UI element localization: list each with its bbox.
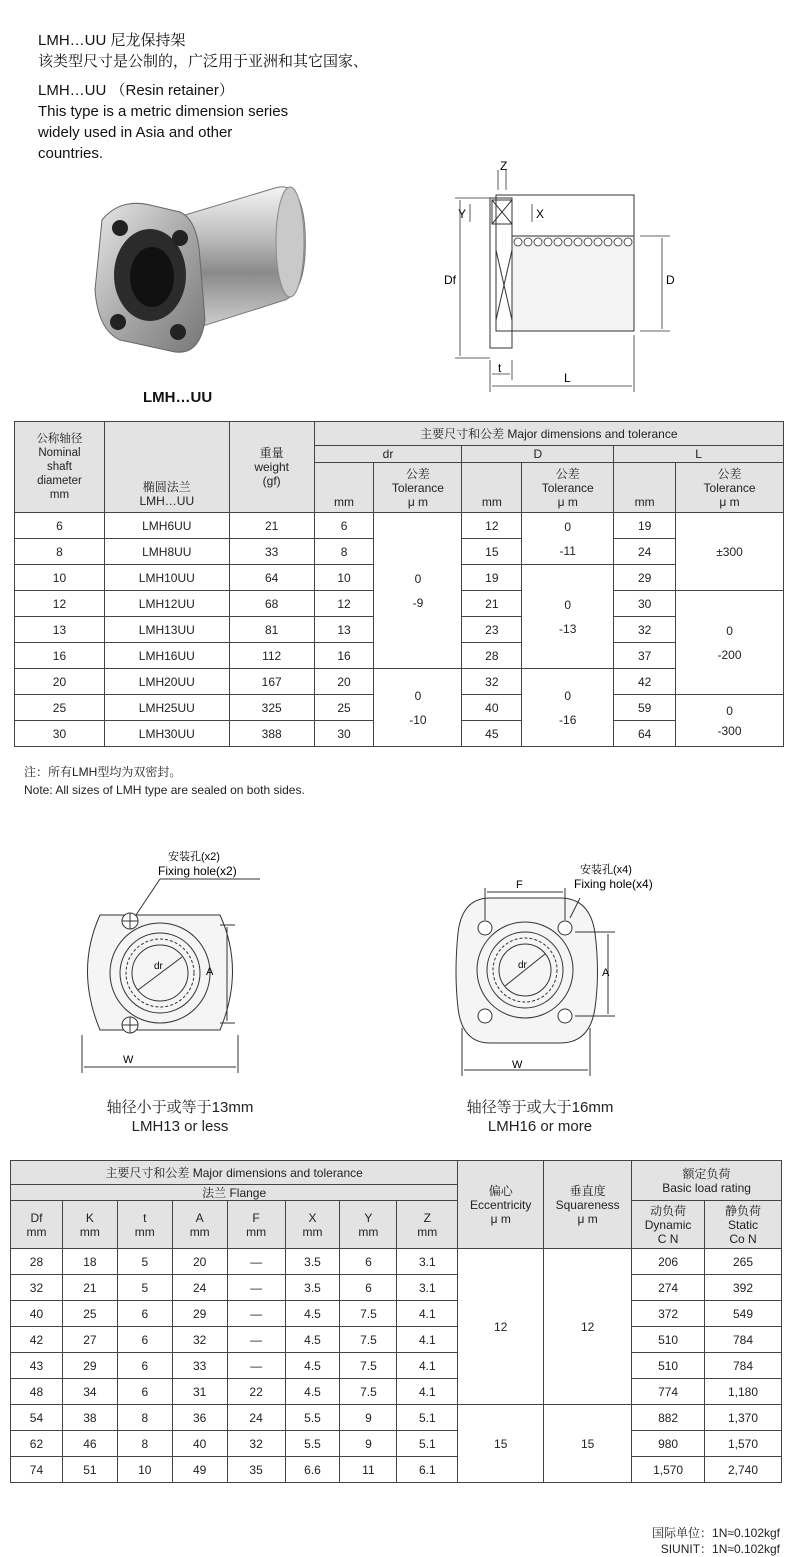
table-cell: 0 -300 xyxy=(676,695,784,747)
table-cell: 21 xyxy=(229,513,314,539)
table2-body xyxy=(11,1249,782,1483)
table-cell: 1,180 xyxy=(705,1379,782,1405)
table-cell: 16 xyxy=(15,643,105,669)
intro-text xyxy=(38,30,368,164)
table-cell: 206 xyxy=(632,1249,705,1275)
table-cell: 0 -16 xyxy=(522,669,614,747)
table-cell: 68 xyxy=(229,591,314,617)
col-z: Z mm xyxy=(397,1201,458,1249)
table-cell: 4.5 xyxy=(285,1353,340,1379)
table-cell: 33 xyxy=(172,1353,227,1379)
table-cell: 64 xyxy=(229,565,314,591)
table-cell: 774 xyxy=(632,1379,705,1405)
note-en: Note: All sizes of LMH type are sealed on both sides. xyxy=(24,783,305,797)
section-drawing xyxy=(440,160,680,400)
table-cell: LMH12UU xyxy=(104,591,229,617)
table-cell: 3.5 xyxy=(285,1249,340,1275)
table-row xyxy=(11,1405,782,1431)
table-cell: ±300 xyxy=(676,513,784,591)
table-cell: LMH30UU xyxy=(104,721,229,747)
table-cell: 46 xyxy=(62,1431,117,1457)
table-cell: 5.1 xyxy=(397,1405,458,1431)
table-cell: 784 xyxy=(705,1353,782,1379)
table-cell: 12 xyxy=(462,513,522,539)
table-cell: 5.5 xyxy=(285,1431,340,1457)
units-en: SIUNIT：1N≈0.102kgf xyxy=(660,1542,780,1556)
col-x: X mm xyxy=(285,1201,340,1249)
label-w: W xyxy=(123,1054,134,1066)
table-cell: 25 xyxy=(15,695,105,721)
table-cell: 0 -10 xyxy=(374,669,462,747)
table-cell: 13 xyxy=(15,617,105,643)
table-cell: 12 xyxy=(314,591,374,617)
table-cell: 7.5 xyxy=(340,1327,397,1353)
table-cell: 30 xyxy=(314,721,374,747)
table-cell: 4.1 xyxy=(397,1327,458,1353)
table-row xyxy=(11,1353,782,1379)
table-cell: 10 xyxy=(15,565,105,591)
table-cell: 8 xyxy=(117,1405,172,1431)
right-figure-caption: 轴径等于或大于16mm LMH16 or more xyxy=(466,1099,614,1135)
product-photo xyxy=(80,180,310,380)
table-cell: 7.5 xyxy=(340,1301,397,1327)
table-cell: 27 xyxy=(62,1327,117,1353)
label-df: Df xyxy=(444,273,456,287)
table-cell: LMH8UU xyxy=(104,539,229,565)
table-cell: 30 xyxy=(15,721,105,747)
label-y: Y xyxy=(458,207,467,221)
intro-cn-desc: 该类型尺寸是公制的，广泛用于亚洲和其它国家、 xyxy=(38,53,369,70)
table-cell: 1,370 xyxy=(705,1405,782,1431)
label-d: D xyxy=(666,273,675,287)
label-dr: dr xyxy=(518,960,527,971)
col-df: Df mm xyxy=(11,1201,63,1249)
table-cell: 4.5 xyxy=(285,1327,340,1353)
table-cell: 372 xyxy=(632,1301,705,1327)
table-cell: 48 xyxy=(11,1379,63,1405)
intro-cn-title: LMH…UU 尼龙保持架 xyxy=(38,32,186,49)
table-cell: 20 xyxy=(172,1249,227,1275)
dimension-table-2 xyxy=(10,1160,782,1483)
table-row xyxy=(11,1327,782,1353)
col-k: K mm xyxy=(62,1201,117,1249)
table-cell: 74 xyxy=(11,1457,63,1483)
col-f: F mm xyxy=(227,1201,285,1249)
table-cell: 11 xyxy=(340,1457,397,1483)
table-cell: 5 xyxy=(117,1275,172,1301)
label-t: t xyxy=(498,361,502,375)
table-cell: 15 xyxy=(462,539,522,565)
table-cell: 29 xyxy=(62,1353,117,1379)
table-cell: 32 xyxy=(227,1431,285,1457)
photo-caption: LMH…UU xyxy=(143,389,213,406)
label-w: W xyxy=(512,1059,523,1071)
table-cell: 24 xyxy=(172,1275,227,1301)
major-dimensions-header: 主要尺寸和公差 Major dimensions and tolerance xyxy=(11,1161,458,1185)
table-row xyxy=(15,513,784,539)
table-cell: 510 xyxy=(632,1327,705,1353)
table-cell: 公差 Tolerance μ m xyxy=(374,463,462,513)
table-cell: LMH6UU xyxy=(104,513,229,539)
intro-en-title: LMH…UU （Resin retainer） xyxy=(38,82,234,99)
label-f: F xyxy=(516,879,523,891)
table-cell: 40 xyxy=(462,695,522,721)
table-row xyxy=(11,1275,782,1301)
table-cell: 4.1 xyxy=(397,1301,458,1327)
table-cell: 31 xyxy=(172,1379,227,1405)
table-cell: 36 xyxy=(172,1405,227,1431)
table-cell: 20 xyxy=(314,669,374,695)
table-cell: 8 xyxy=(15,539,105,565)
table-cell: — xyxy=(227,1301,285,1327)
table-cell: 10 xyxy=(117,1457,172,1483)
table-cell: 64 xyxy=(614,721,676,747)
table-cell: 4.1 xyxy=(397,1379,458,1405)
table-cell: 6 xyxy=(117,1327,172,1353)
table-row xyxy=(11,1431,782,1457)
table-cell: 112 xyxy=(229,643,314,669)
table-cell: 18 xyxy=(62,1249,117,1275)
table-cell: 62 xyxy=(11,1431,63,1457)
fixing-hole-en: Fixing hole(x2) xyxy=(158,864,237,878)
table-cell: 51 xyxy=(62,1457,117,1483)
table-cell: 19 xyxy=(462,565,522,591)
table-cell: 8 xyxy=(314,539,374,565)
table-cell: 32 xyxy=(172,1327,227,1353)
table-cell: 15 xyxy=(544,1405,632,1483)
seal-note xyxy=(24,763,305,799)
table-cell: 784 xyxy=(705,1327,782,1353)
table-cell: 388 xyxy=(229,721,314,747)
major-dimensions-header: 主要尺寸和公差 Major dimensions and tolerance xyxy=(314,422,783,446)
table-cell: 325 xyxy=(229,695,314,721)
table-cell: 12 xyxy=(544,1249,632,1405)
table-cell: 274 xyxy=(632,1275,705,1301)
fixing-hole-cn: 安装孔(x2) xyxy=(168,851,220,863)
table-cell: 42 xyxy=(11,1327,63,1353)
table-cell: 4.1 xyxy=(397,1353,458,1379)
table-cell: 0 -11 xyxy=(522,513,614,565)
table-cell: 公差 Tolerance μ m xyxy=(522,463,614,513)
table-cell: 23 xyxy=(462,617,522,643)
table-cell: 3.5 xyxy=(285,1275,340,1301)
table-cell: 0 -13 xyxy=(522,565,614,669)
table-cell: 265 xyxy=(705,1249,782,1275)
table-cell: 公差 Tolerance μ m xyxy=(676,463,784,513)
col-y: Y mm xyxy=(340,1201,397,1249)
table-cell: 32 xyxy=(462,669,522,695)
col-static: 静负荷 Static Co N xyxy=(705,1201,782,1249)
table-cell: 8 xyxy=(117,1431,172,1457)
label-a: A xyxy=(206,966,214,978)
label-l: L xyxy=(564,371,571,385)
table-cell: 882 xyxy=(632,1405,705,1431)
table-cell: 25 xyxy=(62,1301,117,1327)
col-nominal: 公称轴径 Nominal shaft diameter mm xyxy=(15,422,105,513)
table-cell: mm xyxy=(462,463,522,513)
table-cell: 4.5 xyxy=(285,1301,340,1327)
table-cell: 40 xyxy=(172,1431,227,1457)
table-cell: 28 xyxy=(462,643,522,669)
table-cell: 9 xyxy=(340,1431,397,1457)
table-cell: 5.5 xyxy=(285,1405,340,1431)
table-cell: 42 xyxy=(614,669,676,695)
col-L: L xyxy=(614,446,784,463)
table-cell: 30 xyxy=(614,591,676,617)
table-cell: 38 xyxy=(62,1405,117,1431)
left-figure-caption: 轴径小于或等于13mm LMH13 or less xyxy=(106,1099,254,1135)
table-cell: 34 xyxy=(62,1379,117,1405)
table-cell: LMH16UU xyxy=(104,643,229,669)
table-cell: 6 xyxy=(117,1379,172,1405)
table-cell: 1,570 xyxy=(632,1457,705,1483)
flange-header: 法兰 Flange xyxy=(11,1185,458,1201)
table-cell: 32 xyxy=(614,617,676,643)
table-cell: 35 xyxy=(227,1457,285,1483)
fixing-hole-cn: 安装孔(x4) xyxy=(580,864,632,876)
table-cell: 40 xyxy=(11,1301,63,1327)
table-cell: 2,740 xyxy=(705,1457,782,1483)
table-cell: 59 xyxy=(614,695,676,721)
table-cell: 20 xyxy=(15,669,105,695)
table-row xyxy=(11,1457,782,1483)
table-cell: — xyxy=(227,1249,285,1275)
table-cell: 37 xyxy=(614,643,676,669)
table-cell: 24 xyxy=(614,539,676,565)
table-cell: 25 xyxy=(314,695,374,721)
intro-en-desc-2: widely used in Asia and other xyxy=(38,124,233,141)
table-cell: 4.5 xyxy=(285,1379,340,1405)
table-cell: 6 xyxy=(117,1301,172,1327)
table-cell: — xyxy=(227,1275,285,1301)
table-cell: 1,570 xyxy=(705,1431,782,1457)
table-cell: 29 xyxy=(614,565,676,591)
table-cell: 12 xyxy=(15,591,105,617)
table-cell: 980 xyxy=(632,1431,705,1457)
table-cell: 6.1 xyxy=(397,1457,458,1483)
col-squareness: 垂直度 Squareness μ m xyxy=(544,1161,632,1249)
col-weight: 重量 weight (gf) xyxy=(229,422,314,513)
col-a: A mm xyxy=(172,1201,227,1249)
table-cell: 7.5 xyxy=(340,1353,397,1379)
table-cell: 12 xyxy=(458,1249,544,1405)
table-cell: 49 xyxy=(172,1457,227,1483)
flange-drawing-4hole xyxy=(450,858,690,1083)
table-cell: 21 xyxy=(462,591,522,617)
table-cell: 0 -9 xyxy=(374,513,462,669)
col-model: 椭圆法兰 LMH…UU xyxy=(104,422,229,513)
table-cell: 7.5 xyxy=(340,1379,397,1405)
note-cn: 注：所有LMH型均为双密封。 xyxy=(24,765,182,779)
table-cell: LMH10UU xyxy=(104,565,229,591)
table-cell: 9 xyxy=(340,1405,397,1431)
table-cell: 54 xyxy=(11,1405,63,1431)
table-cell: 22 xyxy=(227,1379,285,1405)
label-z: Z xyxy=(500,160,508,173)
table-cell: 6 xyxy=(340,1275,397,1301)
table-cell: 29 xyxy=(172,1301,227,1327)
table-cell: 5 xyxy=(117,1249,172,1275)
table-row xyxy=(11,1301,782,1327)
table-cell: 10 xyxy=(314,565,374,591)
col-t: t mm xyxy=(117,1201,172,1249)
table-cell: 21 xyxy=(62,1275,117,1301)
table-cell: 549 xyxy=(705,1301,782,1327)
table-cell: 510 xyxy=(632,1353,705,1379)
table-cell: — xyxy=(227,1353,285,1379)
table-cell: 43 xyxy=(11,1353,63,1379)
table-row xyxy=(15,669,784,695)
table-cell: 0 -200 xyxy=(676,591,784,695)
table-cell: 45 xyxy=(462,721,522,747)
table-cell: 6.6 xyxy=(285,1457,340,1483)
table-cell: — xyxy=(227,1327,285,1353)
intro-en-desc-1: This type is a metric dimension series xyxy=(38,103,289,120)
table1-body xyxy=(15,513,784,747)
flange-drawing-2hole xyxy=(60,845,300,1085)
load-rating-header: 额定负荷 Basic load rating xyxy=(632,1161,782,1201)
table-cell: 16 xyxy=(314,643,374,669)
label-x: X xyxy=(536,207,545,221)
intro-en-desc-3: countries. xyxy=(38,145,104,162)
col-dynamic: 动负荷 Dynamic C N xyxy=(632,1201,705,1249)
table-cell: 3.1 xyxy=(397,1275,458,1301)
table-cell: LMH25UU xyxy=(104,695,229,721)
table-cell: 6 xyxy=(340,1249,397,1275)
table-row xyxy=(11,1379,782,1405)
table-cell: 392 xyxy=(705,1275,782,1301)
dimension-table-1 xyxy=(14,421,784,747)
units-cn: 国际单位：1N≈0.102kgf xyxy=(652,1526,780,1540)
table-cell: 32 xyxy=(11,1275,63,1301)
table-cell: 167 xyxy=(229,669,314,695)
table-cell: 33 xyxy=(229,539,314,565)
table-cell: 3.1 xyxy=(397,1249,458,1275)
col-dr: dr xyxy=(314,446,462,463)
label-a: A xyxy=(602,967,610,979)
table-cell: 6 xyxy=(15,513,105,539)
table-cell: 6 xyxy=(314,513,374,539)
table-cell: 24 xyxy=(227,1405,285,1431)
table-cell: 15 xyxy=(458,1405,544,1483)
table-cell: 81 xyxy=(229,617,314,643)
table-cell: LMH13UU xyxy=(104,617,229,643)
table-cell: 13 xyxy=(314,617,374,643)
table-cell: mm xyxy=(614,463,676,513)
table-cell: LMH20UU xyxy=(104,669,229,695)
label-dr: dr xyxy=(154,961,163,972)
table-cell: 6 xyxy=(117,1353,172,1379)
table-cell: mm xyxy=(314,463,374,513)
table-cell: 19 xyxy=(614,513,676,539)
fixing-hole-en: Fixing hole(x4) xyxy=(574,877,653,891)
table-cell: 28 xyxy=(11,1249,63,1275)
table-row xyxy=(11,1249,782,1275)
col-D: D xyxy=(462,446,614,463)
table-cell: 5.1 xyxy=(397,1431,458,1457)
units-note xyxy=(652,1525,780,1557)
col-eccentricity: 偏心 Eccentricity μ m xyxy=(458,1161,544,1249)
